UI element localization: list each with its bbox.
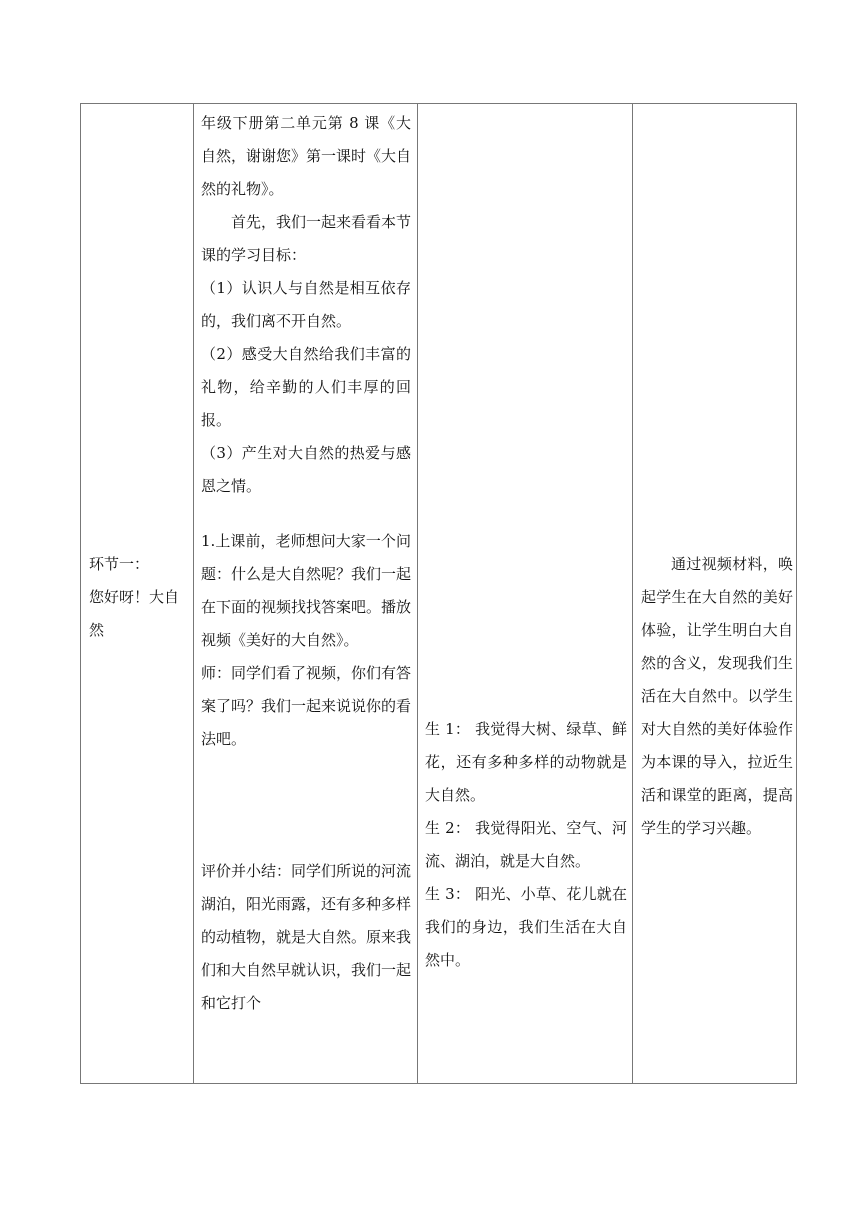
goal-item: （2）感受大自然给我们丰富的礼物，给辛勤的人们丰厚的回报。 xyxy=(201,345,411,429)
section-title-line2: 您好呀！大自然 xyxy=(89,588,180,639)
section-title-line1: 环节一： xyxy=(89,555,150,573)
student-answer: 生 2： 我觉得阳光、空气、河流、湖泊，就是大自然。 xyxy=(425,819,627,870)
column-divider xyxy=(193,104,194,1083)
student-answer: 生 1： 我觉得大树、绿草、鲜花，还有多种多样的动物就是大自然。 xyxy=(425,720,627,804)
lesson-plan-table xyxy=(80,103,797,1084)
teacher-activity-cell xyxy=(201,107,411,1020)
design-intent-text: 通过视频材料，唤起学生在大自然的美好体验，让学生明白大自然的含义，发现我们生活在大自然中。以学生对大自然的美好体验作为本课的导入，拉近生活和课堂的距离，提高学生的学习兴趣。 xyxy=(641,555,793,837)
student-activity-cell xyxy=(425,713,627,977)
lesson-intro: 年级下册第二单元第 8 课《大自然，谢谢您》第一课时《大自然的礼物》。 xyxy=(201,114,412,198)
goals-lead: 首先，我们一起来看看本节课的学习目标： xyxy=(201,213,412,264)
goal-item: （3）产生对大自然的热爱与感恩之情。 xyxy=(201,444,411,495)
section-cell xyxy=(89,548,189,647)
activity-step: 师：同学们看了视频，你们有答案了吗？我们一起来说说你的看法吧。 xyxy=(201,664,412,748)
goal-item: （1）认识人与自然是相互依存的，我们离不开自然。 xyxy=(201,279,411,330)
column-divider xyxy=(632,104,633,1083)
design-intent-cell xyxy=(641,548,793,845)
activity-step: 1.上课前，老师想问大家一个问题：什么是大自然呢？我们一起在下面的视频找找答案吧。播放视频《美好的大自然》。 xyxy=(201,532,412,649)
student-answer: 生 3： 阳光、小草、花儿就在我们的身边，我们生活在大自然中。 xyxy=(425,885,627,969)
column-divider xyxy=(417,104,418,1083)
summary-paragraph: 评价并小结：同学们所说的河流湖泊，阳光雨露，还有多种多样的动植物，就是大自然。原来我们和大自然早就认识，我们一起和它打个 xyxy=(201,862,412,1012)
